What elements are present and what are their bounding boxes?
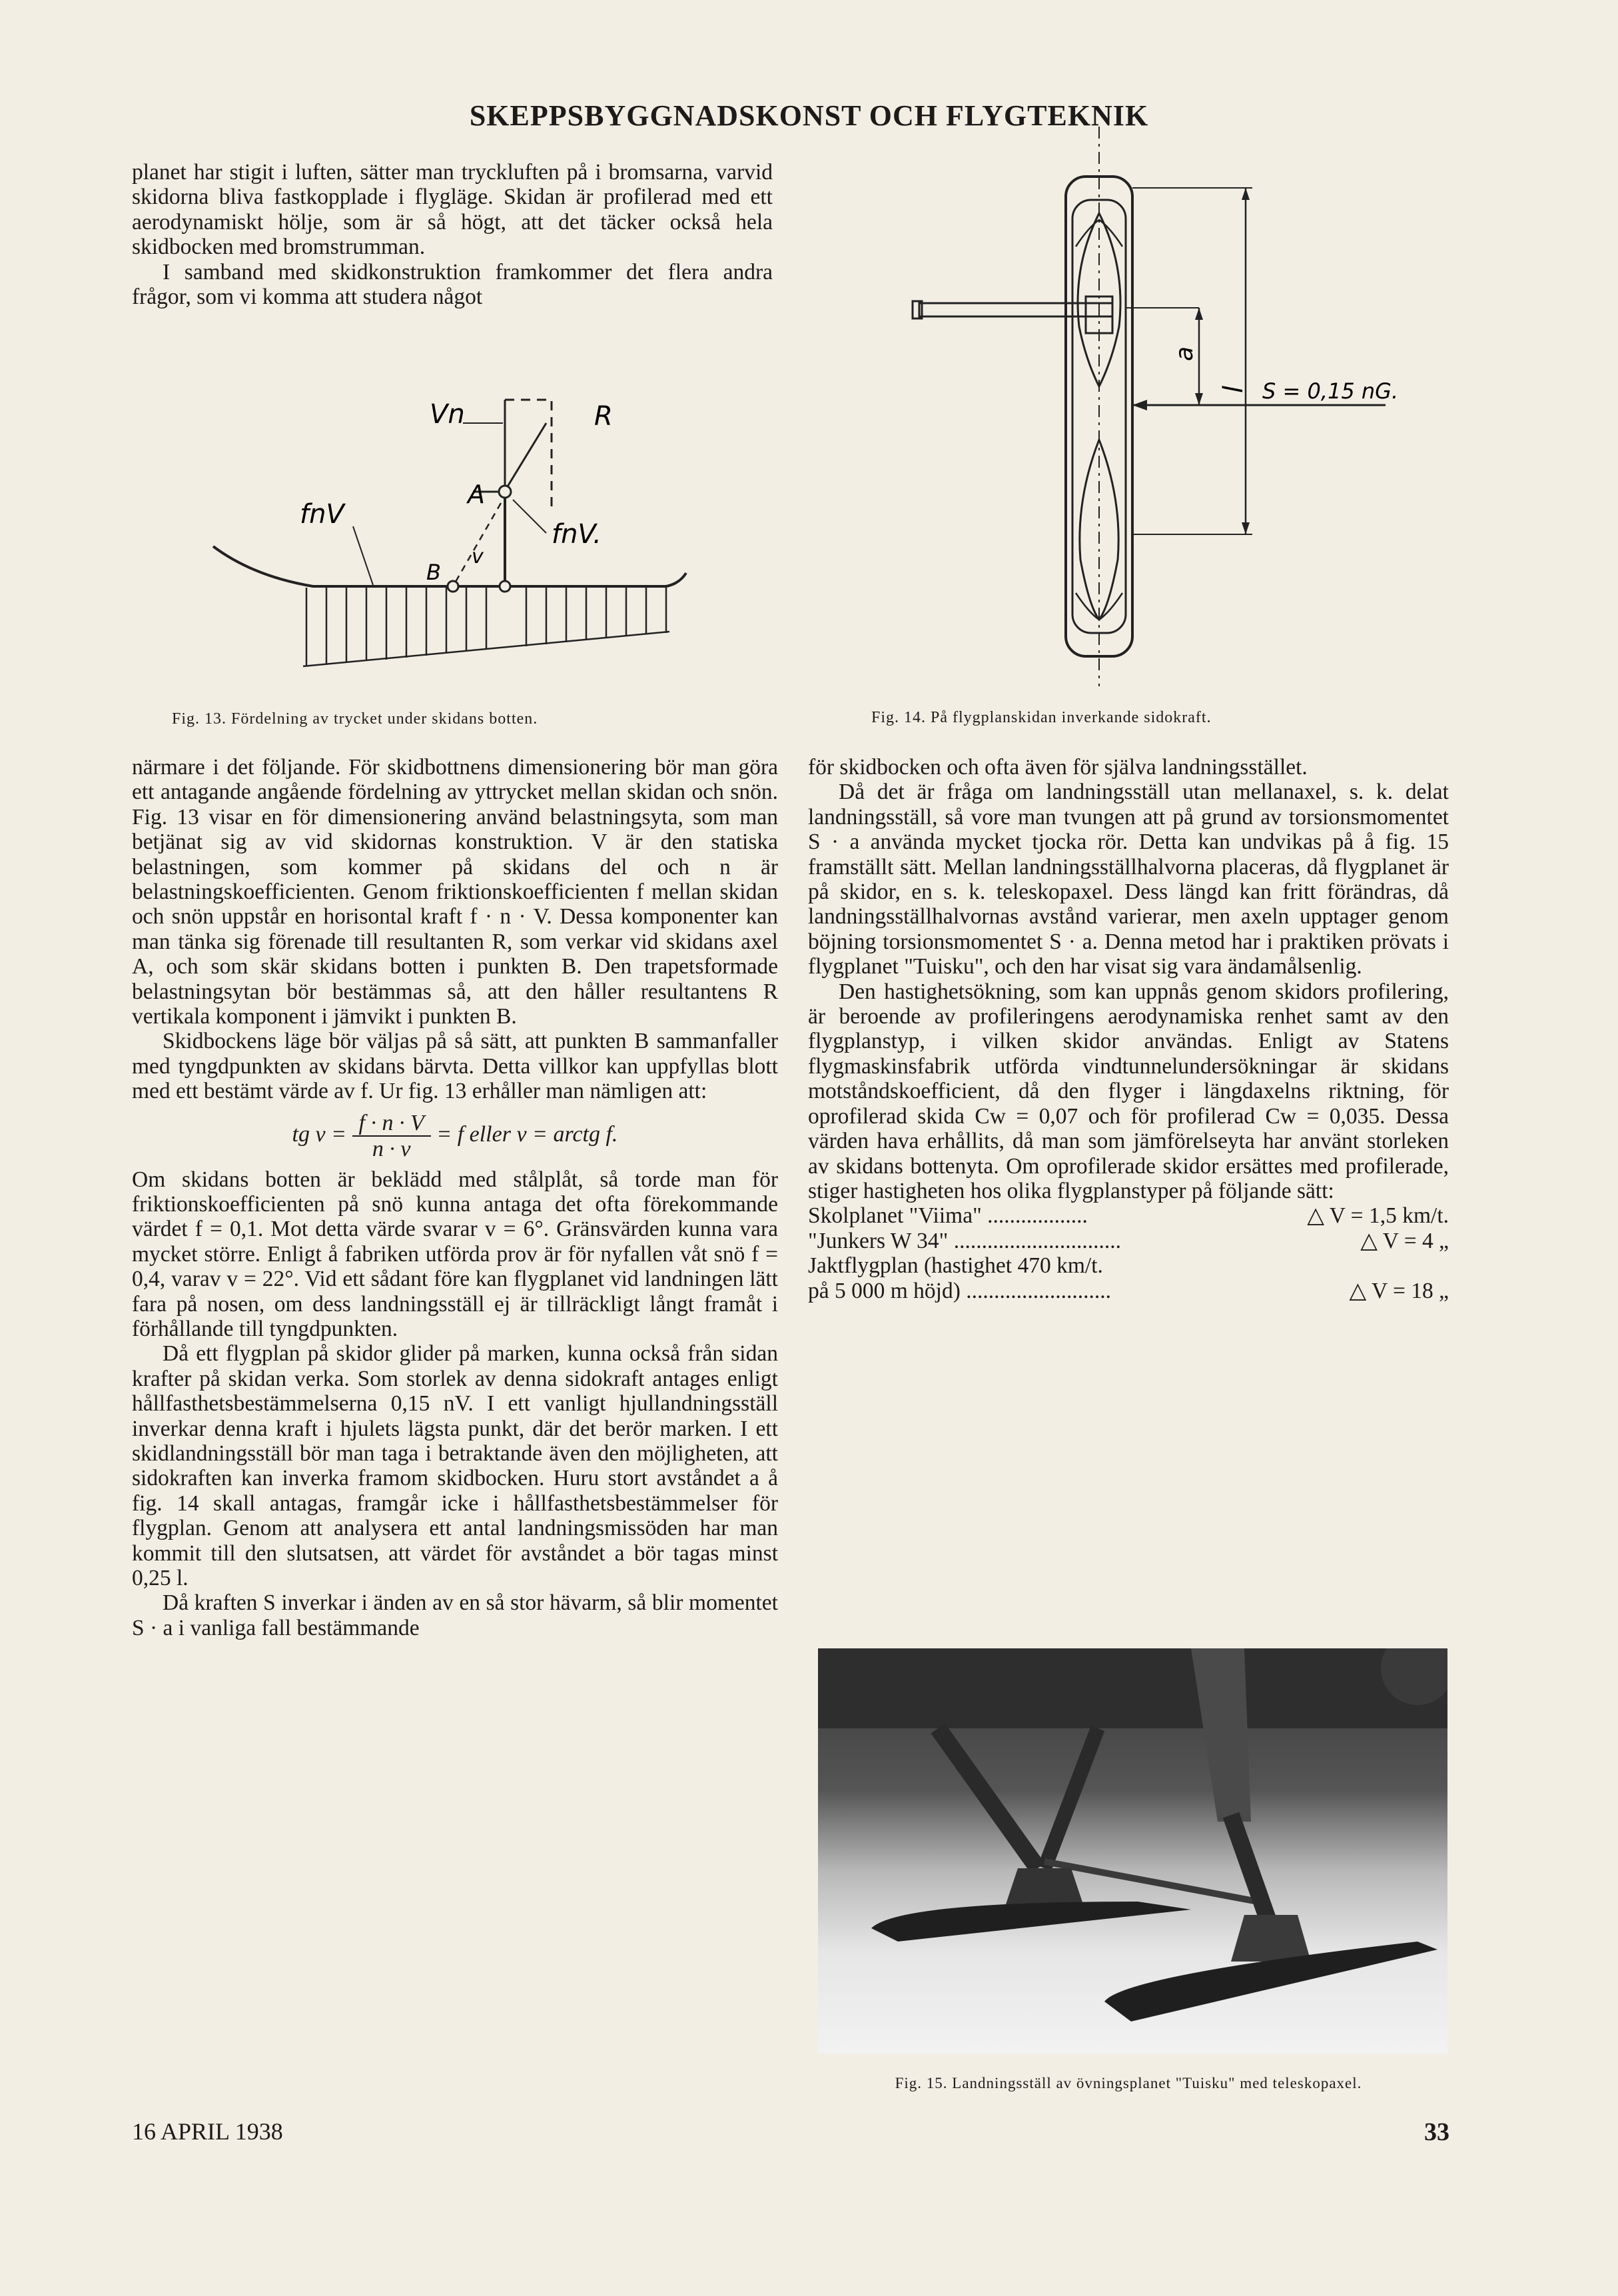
row-label: Jaktflygplan (hastighet 470 km/t. (808, 1253, 1103, 1279)
label-r: R (594, 401, 613, 432)
label-fnv-left: fnV (300, 499, 344, 530)
figure-15-caption: Fig. 15. Landningsställ av övningsplanet "Tuisku" med teleskopaxel. (895, 2075, 1362, 2091)
formula-rhs: = f eller v = arctg f. (436, 1121, 618, 1147)
left-column (132, 755, 778, 1640)
label-b: B (426, 560, 441, 585)
row-value: △ V = 4 „ (1360, 1228, 1449, 1253)
formula-fraction (352, 1111, 431, 1162)
figure-13-caption: Fig. 13. Fördelning av trycket under skidans botten. (172, 710, 538, 728)
label-a: A (468, 480, 485, 509)
formula-lhs: tg v = (292, 1121, 347, 1147)
top-left-text (132, 160, 773, 309)
paragraph: för skidbocken och ofta även för själva landningsstället. (808, 755, 1308, 780)
label-v: v (472, 545, 484, 568)
row-label: "Junkers W 34" .............................. (808, 1228, 1121, 1253)
footer-date: 16 APRIL 1938 (132, 2118, 283, 2145)
speed-table (808, 1203, 1449, 1303)
paragraph: Skidbockens läge bör väljas på så sätt, att punkten B sammanfaller med tyngdpunkten av skidans bärvta. Detta villkor kan uppfyllas blott med ett bestämt värde av f. Ur fig. 13 erhåller man nämligen att: (132, 1029, 778, 1104)
figure-15-photo (818, 1648, 1447, 2053)
page-number: 33 (1424, 2118, 1449, 2146)
formula (132, 1111, 778, 1162)
right-column (808, 755, 1449, 1303)
figure-14-caption: Fig. 14. På flygplanskidan inverkande sidokraft. (871, 709, 1212, 726)
row-value: △ V = 1,5 km/t. (1307, 1203, 1449, 1229)
paragraph: Då ett flygplan på skidor glider på marken, kunna också från sidan krafter på skidan verka. Som storlek av denna sidokraft antages enligt hållfasthetsbestämmelserna 0,15 nV. I ett vanligt hjullandningsställ inverkar denna kraft i hjulets lägsta punkt, där det berör marken. I ett skidlandningsställ bör man taga i betraktande även den möjligheten, att sidokraften kan inverka framom skidbocken. Huru stort avståndet a å fig. 14 skall antagas, framgår icke i hållfasthetsbestämmelser för flygplan. Genom att analysera ett antal landningsmissöden har man kommit till den slutsatsen, att värdet för avståndet a bör tagas minst 0,25 l. (132, 1341, 778, 1590)
formula-numerator: f · n · V (352, 1111, 431, 1137)
formula-denominator: n · v (372, 1137, 411, 1162)
paragraph: Den hastighetsökning, som kan uppnås genom skidors profilering, är beroende av profileringens aerodynamiska renhet samt av den flygplanstyp, i vilken skidor användas. Enligt av Statens flygmaskinsfabrik utförda vindtunnelundersökningar är skidans motståndskoefficient, då den flyger i längdaxelns riktning, för oprofilerad skida Cw = 0,07 och för profilerad Cw = 0,035. Dessa värden hava erhållits, då man som jämförelseyta har använt storleken av skidans bottenyta. Om oprofilerade skidor ersättes med profilerade, stiger hastigheten hos olika flygplanstyper på följande sätt: (808, 979, 1449, 1203)
label-vn: Vn (430, 399, 465, 430)
paragraph: Då det är fråga om landningsställ utan mellanaxel, s. k. delat landningsställ, så vore man tvungen att på grund av torsionsmomentet S · a använda mycket tjocka rör. Detta kan undvikas på å fig. 15 framställt sätt. Mellan landningsställhalvorna placeras, då flygplanet är på skidor, en s. k. teleskopaxel. Dess längd kan fritt förändras, då landningsställhalvornas avstånd varierar, men axeln upptager genom böjning torsionsmomentet S · a. Denna metod har i praktiken prövats i flygplanet "Tuisku", och den har visat sig vara ändamålsenlig. (808, 780, 1449, 979)
paragraph: Om skidans botten är beklädd med stålplåt, så torde man för friktionskoefficienten på snö kunna antaga det ofta förekommande värdet f = 0,1. Mot detta värde svarar v = 6°. Gränsvärden kunna vara mycket större. Enligt å fabriken utförda prov är för nyfallen våt snö f = 0,4, varav v = 22°. Vid ett sådant före kan flygplanet vid landningen lätt fara på nosen, om dess landningsställ ej är tillräckligt långt framåt i förhållande till tyngdpunkten. (132, 1167, 778, 1341)
paragraph: närmare i det följande. För skidbottnens dimensionering bör man göra ett antagande angående fördelning av yttrycket mellan skidan och snön. Fig. 13 visar en för dimensionering använd belastningsyta, som man betjänat sig av vid skidornas konstruktion. V är den statiska belastningen, som kommer på skidans del och n är belastningskoefficienten. Genom friktionskoefficienten f mellan skidan och snön uppstår en horisontal kraft f · n · V. Dessa komponenter kan man tänka sig förenade till resultanten R, som verkar vid skidans axel A, och som skär skidans botten i punkten B. Den trapetsformade belastningsytan bör bestämmas så, att den håller resultantens R vertikala komponent i jämvikt i punkten B. (132, 755, 778, 1029)
landing-gear-illustration (818, 1648, 1447, 2053)
table-row (808, 1279, 1449, 1303)
table-row (808, 1203, 1449, 1228)
table-row (808, 1229, 1449, 1253)
paragraph: I samband med skidkonstruktion framkommer det flera andra frågor, som vi komma att studera något (132, 259, 773, 310)
figure-13-diagram (200, 386, 706, 680)
row-label: Skolplanet "Viima" .................. (808, 1203, 1088, 1229)
paragraph: planet har stigit i luften, sätter man tryckluften på i bromsarna, varvid skidorna bliva fastkopplade i flygläge. Skidan är profilerad med ett aerodynamiskt hölje, som är så högt, att det täcker också hela skidbocken med bromstrumman. (132, 160, 773, 260)
figure-14-diagram (906, 127, 1439, 686)
table-row (808, 1253, 1449, 1278)
row-label: på 5 000 m höjd) .......................... (808, 1278, 1112, 1303)
running-header: SKEPPSBYGGNADSKONST OCH FLYGTEKNIK (469, 99, 1149, 132)
label-l: l (1218, 385, 1249, 393)
label-a: a (1171, 346, 1198, 361)
paragraph: Då kraften S inverkar i änden av en så stor hävarm, så blir momentet S · a i vanliga fall bestämmande (132, 1590, 778, 1640)
row-value: △ V = 18 „ (1349, 1278, 1449, 1303)
label-fnv-right: fnV. (552, 519, 602, 550)
label-s: S = 0,15 nG. (1262, 378, 1399, 404)
